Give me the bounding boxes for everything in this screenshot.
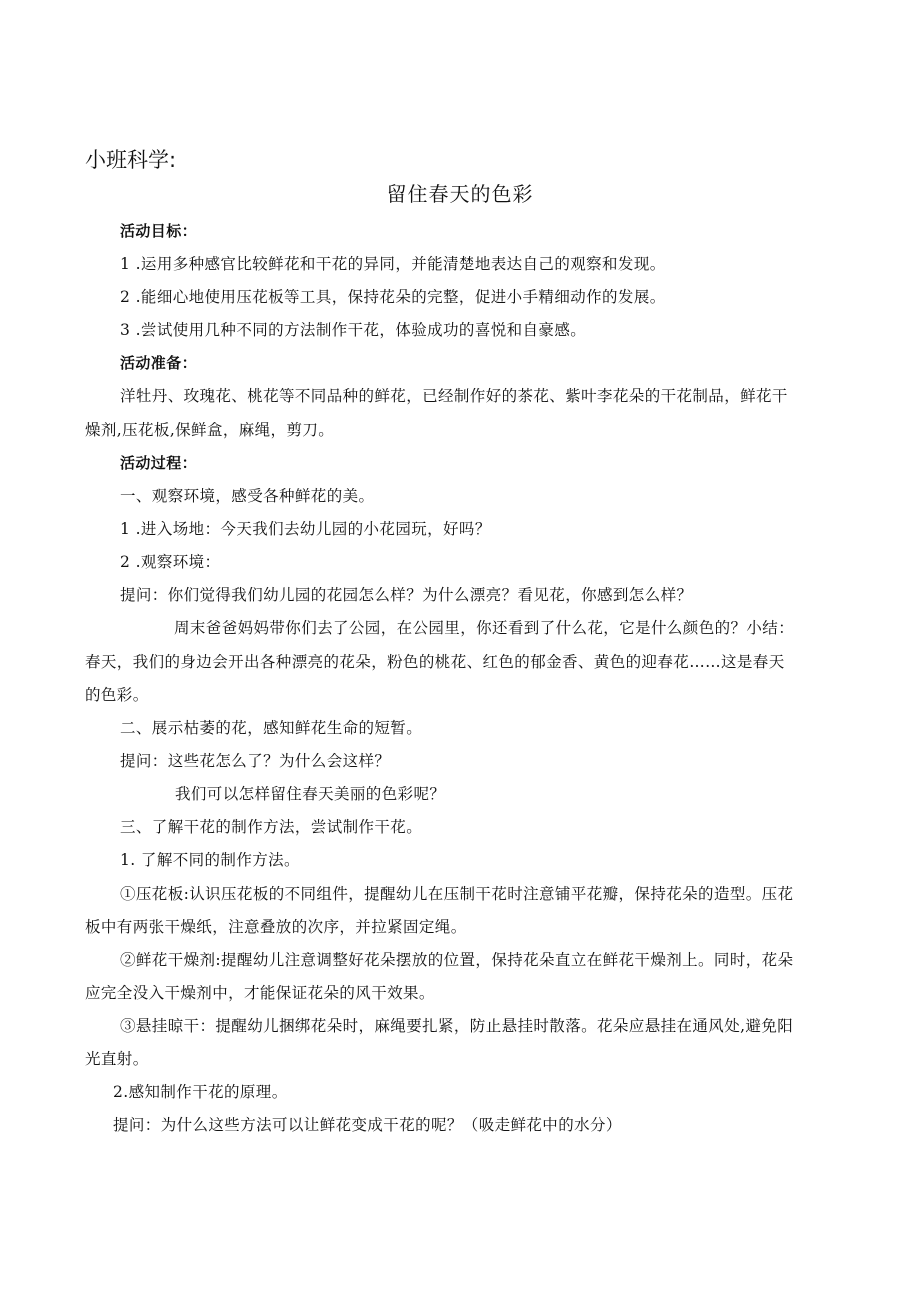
paragraph-line: 板中有两张干燥纸，注意叠放的次序，并拉紧固定绳。 bbox=[85, 918, 467, 936]
paragraph-line: 提问：你们觉得我们幼儿园的花园怎么样？为什么漂亮？看见花，你感到怎么样？ bbox=[120, 586, 693, 604]
paragraph-line: 2.感知制作干花的原理。 bbox=[113, 1083, 288, 1101]
paragraph-line: 提问：为什么这些方法可以让鲜花变成干花的呢？（吸走鲜花中的水分） bbox=[113, 1116, 622, 1134]
document-category: 小班科学: bbox=[85, 148, 177, 172]
paragraph-line: 的色彩。 bbox=[85, 686, 149, 704]
paragraph-line: 1. 了解不同的制作方法。 bbox=[120, 851, 300, 869]
paragraph-line: ③悬挂晾干：提醒幼儿捆绑花朵时，麻绳要扎紧，防止悬挂时散落。花朵应悬挂在通风处,避免阳 bbox=[120, 1017, 794, 1035]
paragraph-line: 周末爸爸妈妈带你们去了公园，在公园里，你还看到了什么花，它是什么颜色的？小结： bbox=[174, 619, 795, 637]
paragraph-line: 光直射。 bbox=[85, 1050, 149, 1068]
paragraph-line: 我们可以怎样留住春天美丽的色彩呢？ bbox=[175, 785, 446, 803]
paragraph-line: 春天，我们的身边会开出各种漂亮的花朵，粉色的桃花、红色的郁金香、黄色的迎春花……这是春天 bbox=[85, 653, 785, 671]
section-heading-preparation: 活动准备： bbox=[120, 354, 198, 372]
paragraph-line: 1 .进入场地：今天我们去幼儿园的小花园玩，好吗？ bbox=[120, 520, 491, 538]
step-heading-3: 三、了解干花的制作方法，尝试制作干花。 bbox=[120, 818, 423, 836]
paragraph-line: 应完全没入干燥剂中，才能保证花朵的风干效果。 bbox=[85, 984, 435, 1002]
goal-item-1: 1 .运用多种感官比较鲜花和干花的异同，并能清楚地表达自己的观察和发现。 bbox=[120, 255, 666, 273]
step-heading-1: 一、观察环境，感受各种鲜花的美。 bbox=[120, 487, 375, 505]
goal-item-2: 2 .能细心地使用压花板等工具，保持花朵的完整，促进小手精细动作的发展。 bbox=[120, 288, 666, 306]
section-heading-goals: 活动目标： bbox=[120, 222, 198, 240]
paragraph-line: 洋牡丹、玫瑰花、桃花等不同品种的鲜花，已经制作好的茶花、紫叶李花朵的干花制品，鲜花干 bbox=[120, 387, 788, 405]
section-heading-process: 活动过程： bbox=[120, 454, 198, 472]
document-title: 留住春天的色彩 bbox=[386, 182, 534, 206]
paragraph-line: 燥剂,压花板,保鲜盒，麻绳，剪刀。 bbox=[85, 421, 335, 439]
step-heading-2: 二、展示枯萎的花，感知鲜花生命的短暂。 bbox=[120, 719, 423, 737]
paragraph-line: 提问：这些花怎么了？为什么会这样？ bbox=[120, 752, 391, 770]
paragraph-line: ①压花板:认识压花板的不同组件，提醒幼儿在压制干花时注意铺平花瓣，保持花朵的造型。压花 bbox=[120, 885, 794, 903]
paragraph-line: 2 .观察环境： bbox=[120, 553, 221, 571]
goal-item-3: 3 .尝试使用几种不同的方法制作干花，体验成功的喜悦和自豪感。 bbox=[120, 321, 587, 339]
paragraph-line: ②鲜花干燥剂:提醒幼儿注意调整好花朵摆放的位置，保持花朵直立在鲜花干燥剂上。同时，花朵 bbox=[120, 951, 794, 969]
